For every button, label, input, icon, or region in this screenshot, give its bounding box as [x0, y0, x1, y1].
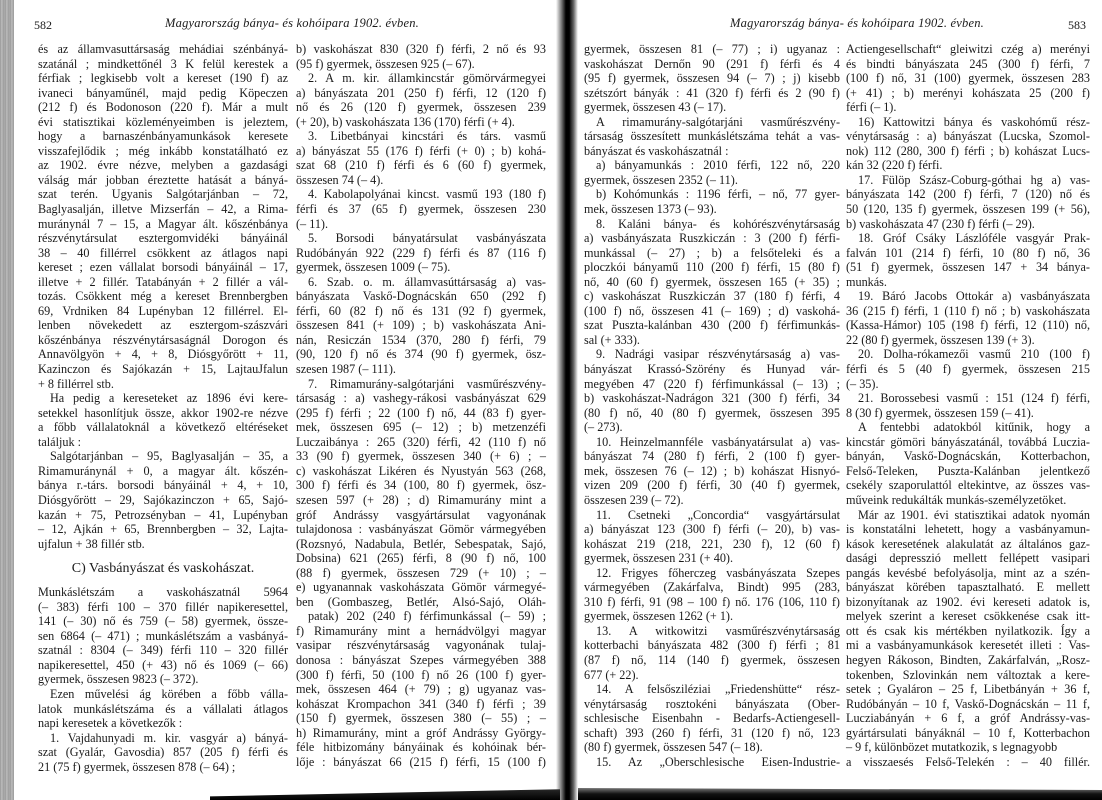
text-line: találjuk : — [38, 434, 81, 449]
text-line: bányászat Krassó-Szörény és Hunyad vár- — [584, 362, 840, 377]
text-line: gyermek, összesen 1262 (+ 1). — [584, 609, 734, 624]
text-line: 14. A felsősziléziai „Friedenshütte“ rész- — [596, 682, 840, 697]
text-line: vaskohászat Dernőn 90 (291 f) férfi és 4 — [584, 56, 840, 71]
text-line: muránynál 7 – 15, a Magyar ált. kőszénbánya — [38, 216, 288, 231]
text-line: gyermek, összesen 9823 (– 372). — [38, 672, 199, 687]
text-line: b) Kohómunkás : 1196 férfi, – nő, 77 gyer- — [596, 187, 840, 202]
text-line: szatnál : 8304 (– 349) férfi 110 – 320 fillér — [38, 643, 288, 658]
text-line: 2. A m. kir. államkincstár gömörvármegyei — [308, 71, 546, 86]
text-line: Rudóbányán 922 (229 f) férfi és 87 (116 f) — [296, 245, 546, 260]
text-line: férfi (– 1). — [846, 100, 897, 115]
text-line: megyében 47 (220 f) férfimunkással (– 13) ; — [584, 376, 840, 391]
text-line: kazán + 75, Petrozsényban – 41, Lupényban — [38, 507, 288, 522]
text-line: kohászat Krompachon 341 (340 f) férfi ; 39 — [296, 696, 546, 711]
text-line: lenben növekedett az esztergom-szászvári — [38, 318, 288, 333]
text-line: (– 35). — [846, 376, 879, 391]
text-line: mek, összesen 464 (+ 79) ; g) ugyanaz vas- — [296, 682, 546, 697]
text-line: bányászata Vaskő-Dognácskán 650 (292 f) — [296, 289, 546, 304]
text-line: összesen 841 (+ 109) ; b) vaskohászata Ani- — [296, 318, 546, 333]
text-line: 10. Heinzelmannféle vasbányatársulat a) vas- — [596, 434, 840, 449]
text-line: 3. Libetbányai kincstári és társ. vasmű — [308, 129, 546, 144]
text-line: bányászat 74 (280 f) férfi, 2 (100 f) gyer- — [584, 449, 840, 464]
text-line: gróf Andrássy vasgyártársulat vagyonának — [296, 507, 546, 522]
text-line: (Kassa-Hámor) 105 (198 f) férfi, 12 (110) nő, — [846, 318, 1090, 333]
text-line: 5. Borsodi bányatársulat vasbányászata — [308, 231, 546, 246]
text-line: kások keresetének alakulatát az általános gaz- — [846, 536, 1090, 551]
text-line: falván 101 (214 f) férfi, 10 (80 f) nő, 36 — [846, 245, 1090, 260]
text-line: illetve + 2 fillér. Tatabányán + 2 fillér a vál- — [38, 274, 288, 289]
text-line: 6. Szab. o. m. államvasúttársaság a) vas- — [308, 274, 546, 289]
text-line: gyermek, összesen 2352 (– 11). — [584, 172, 738, 187]
text-line: Ezen művelési ág körében a főbb válla- — [50, 686, 288, 701]
text-line: ploczkói bányamű 110 (200 f) férfi, 15 (80 f) — [584, 260, 840, 275]
text-line: A fentebbi adatokból kitűnik, hogy a — [858, 420, 1090, 435]
text-line: (+ 20), b) vaskohászata 136 (170) férfi (+ 4). — [296, 114, 515, 129]
text-line: munkással (– 27) ; b) a felsőteleki és a — [584, 245, 840, 260]
text-line: setek ; Gyaláron – 25 f, Libetbányán + 36 f, — [846, 682, 1090, 697]
text-line: Rudóbányán – 10 f, Vaskő-Dognácskán – 11 f, — [846, 696, 1090, 711]
text-line: szat 68 (210 f) férfi és 6 (60 f) gyermek, — [296, 158, 546, 173]
text-line: (Rozsnyó, Nadabula, Betlér, Sebespatak, Sajó, — [296, 536, 546, 551]
text-line: csekély szaporulattól eltekintve, az összes vas- — [846, 478, 1090, 493]
text-line: mi a vasbányamunkások keresetét illeti : Vas- — [846, 638, 1090, 653]
text-line: (– 273). — [584, 420, 623, 435]
text-column — [846, 42, 1090, 769]
text-line: 50 (120, 135 f) gyermek, összesen 199 (+ 56), — [846, 202, 1090, 217]
text-line: részvénytársulat esztergomvidéki bányáinál — [38, 231, 288, 246]
text-line: vizen 209 (200 f) férfi, 30 (40 f) gyermek, — [584, 478, 840, 493]
book-gutter — [556, 0, 578, 800]
text-line: + 8 fillérrel stb. — [38, 376, 114, 391]
text-line: kohászat 219 (218, 221, 230 f), 12 (60 f) — [584, 536, 840, 551]
text-line: (– 11). — [296, 216, 329, 231]
text-line: Ha pedig a kereseteket az 1896 évi kere- — [50, 391, 288, 406]
text-line: nán, Resiczán 1534 (370, 280 f) férfi, 79 — [296, 332, 546, 347]
text-line: (212 f) és Bodonoson (220 f). Már a mult — [38, 100, 288, 115]
text-line: 8. Kaláni bánya- és kohórészvénytársaság — [596, 216, 840, 231]
text-line: schlesische Eisenbahn - Bedarfs-Actiengesell- — [584, 711, 840, 726]
text-line: f) Rimamurány mint a hernádvölgyi magyar — [296, 623, 546, 638]
text-line: A rimamurány-salgótarjáni vasműrészvény- — [596, 114, 840, 129]
text-line: (95 f) gyermek, összesen 925 (– 67). — [296, 56, 475, 71]
text-line: patak) 202 (240 f) férfimunkással (– 59) ; — [308, 609, 546, 624]
text-line: sal (+ 333). — [584, 332, 640, 347]
text-line: napikeresettel, 450 (+ 43) nő és 1069 (– 66) — [38, 657, 288, 672]
text-line: bányászat és vaskohászatnál : — [584, 143, 729, 158]
text-line: c) vaskohászat Likéren és Nyustyán 563 (268, — [296, 463, 546, 478]
text-line: nok) 112 (280, 300 f) férfi ; b) kohászat Lucs- — [846, 143, 1090, 158]
text-line: féle hitbizomány bányáinak és kohóinak bér- — [296, 740, 546, 755]
text-line: tokenben, Szlovinkán nem változtak a kere- — [846, 667, 1090, 682]
text-line: társaság : a) vashegy-rákosi vasbányászat 629 — [296, 391, 546, 406]
text-line: – 9 f, különbözet mutatkozik, s legnagyobb — [846, 740, 1058, 755]
text-line: (88 f) gyermek, összesen 729 (+ 10) ; – — [296, 565, 546, 580]
text-line: ott és csak kis mértékben nyilatkozik. Így a — [846, 623, 1090, 638]
text-line: a) bányászat 55 (176 f) férfi (+ 0) ; b) kohá- — [296, 143, 546, 158]
text-line: 11. Csetneki „Concordia“ vasgyártársulat — [596, 507, 840, 522]
page-number: 582 — [34, 18, 52, 32]
text-line: Felső-Teleken, Puszta-Kalánban jelentkező — [846, 463, 1090, 478]
text-line: melyek szerint a kereset csökkenése csak itt- — [846, 609, 1090, 624]
right-page — [578, 0, 1102, 800]
text-line: mek, összesen 1373 (– 93). — [584, 202, 717, 217]
text-line: műveink redukálták munkás-személyzetöket. — [846, 492, 1067, 507]
text-line: férfi és 37 (65 f) gyermek, összesen 230 — [296, 202, 546, 217]
text-line: kincstár gömöri bányászatánál, továbbá Luczia- — [846, 434, 1090, 449]
text-line: ujfalun + 38 fillér stb. — [38, 536, 145, 551]
text-line: Luczaibánya : 265 (320) férfi, 42 (110 f) nő — [296, 434, 546, 449]
text-line: és az államvasuttársaság mehádiai szénbányá- — [38, 42, 288, 56]
text-line: ivaneci bányaműnél, majd pedig Köpeczen — [38, 85, 288, 100]
text-line: vénytársaság rosztokéni bányászata (Ober- — [584, 696, 840, 711]
text-line: tulajdonosa : vasbányászat Gömör vármegyében — [296, 522, 546, 537]
text-line: gyermek, összesen 231 (+ 40). — [584, 551, 734, 566]
text-line: összesen 74 (– 4). — [296, 172, 384, 187]
text-line: 16) Kattowitzi bánya és vaskohómű rész- — [858, 114, 1090, 129]
text-line: 17. Fülöp Szász-Coburg-góthai hg a) vas- — [858, 172, 1090, 187]
text-line: gyermek, összesen 1009 (– 75). — [296, 260, 451, 275]
text-line: a) bányászata 201 (250 f) férfi, 12 (120 f) — [296, 85, 546, 100]
text-line: bányászat körében tapasztalható. E mellett — [846, 580, 1090, 595]
text-line: 36 (215 f) férfi, 1 (110 f) nő ; b) vaskohászata — [846, 303, 1090, 318]
text-line: Kazinczon és Sajókazán + 15, LajtauJfalun — [38, 362, 288, 377]
text-line: Baglyasalján, illetve Mizserfán – 42, a Rima- — [38, 202, 288, 217]
text-line: Rimamuránynál + 0, a magyar ált. kőszén- — [38, 463, 288, 478]
text-line: (95 f) gyermek, összesen 94 (– 7) ; j) kisebb — [584, 71, 840, 86]
running-head: Magyarország bánya- és kohóipara 1902. évben. — [730, 16, 984, 30]
text-line: vénytársaság : a) bányászat (Lucska, Szomol- — [846, 129, 1090, 144]
text-line: kőszénbánya részvénytársaságnál Dorogon és — [38, 332, 288, 347]
text-line: 33 (90 f) gyermek, összesen 340 (+ 6) ; – — [296, 449, 546, 464]
text-line: 9. Nadrági vasipar részvénytársaság a) vas- — [596, 347, 840, 362]
text-line: 21 (75 f) gyermek, összesen 878 (– 64) ; — [38, 759, 236, 774]
text-line: 310 f) férfi, 91 (98 – 100 f) nő. 176 (106, 110 f) — [584, 594, 840, 609]
text-line: 20. Dolha-rókamezői vasmű 210 (100 f) — [858, 347, 1090, 362]
page-number: 583 — [1068, 18, 1086, 32]
text-line: b) vaskohászat-Nadrágon 321 (300 f) férfi, 34 — [584, 391, 840, 406]
text-line: 69, Vrdniken 84 Lupényban 12 fillérrel. El- — [38, 303, 288, 318]
text-line: 19. Báró Jacobs Ottokár a) vasbányászata — [858, 289, 1090, 304]
text-line: évi statisztikai közleményeimben is jeleztem, — [38, 114, 288, 129]
text-line: válság már jobban éreztette hatását a bányá- — [38, 172, 288, 187]
text-line: férfi és 5 (40 f) gyermek, összesen 215 — [846, 362, 1090, 377]
text-column — [38, 42, 288, 774]
text-line: pangás kevésbé befolyásolja, mint az a szén- — [846, 565, 1090, 580]
text-line: 15. Az „Oberschlesische Eisen-Industrie- — [596, 754, 840, 769]
text-line: kotterbachi bányászata 482 (300 f) férfi ; 81 — [584, 638, 840, 653]
text-line: és bindti bányászata 245 (300 f) férfi, 7 — [846, 56, 1090, 71]
text-line: e) ugyanannak vaskohászata Gömör vármegyé- — [296, 580, 546, 595]
text-line: is konstatálni lehetett, hogy a vasbányamun- — [846, 522, 1090, 537]
text-line: (150 f) gyermek, összesen 380 (– 55) ; – — [296, 711, 546, 726]
text-line: gyártársulati bányáknál – 10 f, Kotterbachon — [846, 725, 1090, 740]
running-head: Magyarország bánya- és kohóipara 1902. évben. — [165, 16, 419, 30]
text-line: Lucziabányán + 6 f, a gróf Andrássy-vas- — [846, 711, 1090, 726]
text-line: Salgótarjánban – 95, Baglyasalján – 35, a — [50, 449, 288, 464]
text-line: 21. Borossebesi vasmű : 151 (124 f) férfi, — [858, 391, 1090, 406]
text-line: 300 f) férfi és 34 (100, 80 f) gyermek, ösz- — [296, 478, 546, 493]
text-line: az 1902. évre nézve, melyben a gazdasági — [38, 158, 288, 173]
text-line: (51 f) gyermek, összesen 147 + 34 bánya- — [846, 260, 1090, 275]
text-line: Már az 1901. évi statisztikai adatok nyomán — [858, 507, 1090, 522]
text-line: férfiak ; legkisebb volt a kereset (190 f) az — [38, 71, 288, 86]
text-line: vasipar részvénytársaság vagyonának tulaj- — [296, 638, 546, 653]
text-line: latok munkáslétszáma és a vállalati átlagos — [38, 701, 288, 716]
text-line: (100 f) nő, 31 (100) gyermek, összesen 283 — [846, 71, 1090, 86]
text-line: – 12, Ajkán + 65, Brennbergben – 32, Lajta- — [38, 522, 288, 537]
text-line: 1. Vajdahunyadi m. kir. vasgyár a) bányá- — [50, 730, 288, 745]
text-line: 8 (30 f) gyermek, összesen 159 (– 41). — [846, 405, 1034, 420]
text-line: Dobsina) 621 (265) férfi, 8 (90 f) nő, 100 — [296, 551, 546, 566]
text-line: szat Puszta-kalánban 430 (200 f) férfimunkás- — [584, 318, 840, 333]
text-line: ben (Gombaszeg, Betlér, Alsó-Sajó, Oláh- — [296, 594, 546, 609]
section-heading: C) Vasbányászat és vaskohászat. — [71, 561, 255, 577]
text-line: vármegyében (Zakárfalva, Bindt) 995 (283, — [584, 580, 840, 595]
text-line: 12. Frigyes főherczeg vasbányászata Szepes — [596, 565, 840, 580]
text-line: kán 32 (220 f) férfi. — [846, 158, 943, 173]
text-line: (80 f) nő, 40 (80 f) gyermek, összesen 395 — [584, 405, 840, 420]
text-line: sen 6864 (– 471) ; munkáslétszám a vasbányá- — [38, 628, 288, 643]
text-line: szesen 1987 (– 111). — [296, 362, 396, 377]
text-column — [296, 42, 546, 769]
text-line: a visszaesés Felső-Telekén : – 40 fillér. — [846, 754, 1090, 769]
text-line: 4. Kabolapolyánai kincst. vasmű 193 (180 f) — [308, 187, 546, 202]
text-line: szétszórt bányák : 41 (320 f) férfi és 2 (90 f) — [584, 85, 840, 100]
text-line: h) Rimamurány, mint a gróf Andrássy György- — [296, 725, 546, 740]
text-line: munkás. — [846, 274, 887, 289]
text-line: (100 f) nő, összesen 41 (– 169) ; d) vaskohá- — [584, 303, 840, 318]
text-line: napi keresetek a következők : — [38, 716, 183, 731]
text-line: bányán, Vaskő-Dognácskán, Kotterbachon, — [846, 449, 1090, 464]
text-line: 677 (+ 22). — [584, 667, 639, 682]
text-line: 38 – 40 fillérrel csökkent az átlagos napi — [38, 245, 288, 260]
text-line: 13. A witkowitzi vasműrészvénytársaság — [596, 623, 840, 638]
text-line: a) bányászat 123 (300 f) férfi (– 20), b) vas- — [584, 522, 840, 537]
text-line: szesen 597 (+ 28) ; d) Rimamurány mint a — [296, 492, 546, 507]
text-line: Diósgyőrött – 29, Sajókazinczon + 65, Sajó- — [38, 492, 288, 507]
text-line: (90, 120 f) nő és 374 (90 f) gyermek, ösz- — [296, 347, 546, 362]
text-line: gyermek, összesen 43 (– 17). — [584, 100, 727, 115]
text-line: összesen 239 (– 72). — [584, 492, 684, 507]
text-line: 22 (80 f) gyermek, összesen 139 (+ 3). — [846, 332, 1035, 347]
text-line: Munkáslétszám a vaskohászatnál 5964 — [38, 585, 288, 600]
text-line: (295 f) férfi ; 22 (100 f) nő, 44 (83 f) gyer- — [296, 405, 546, 420]
text-line: (300 f) férfi, 50 (100 f) nő 26 (100 f) gyer- — [296, 667, 546, 682]
text-line: (+ 41) ; b) merényi kohászata 25 (200 f) — [846, 85, 1090, 100]
text-line: visszafejlődik ; még inkább konstatálható ez — [38, 143, 288, 158]
text-line: (87 f) nő, 114 (140 f) gyermek, összesen — [584, 652, 840, 667]
text-line: 141 (– 30) nő és 759 (– 58) gyermek, össze- — [38, 614, 288, 629]
text-line: 18. Gróf Csáky Lászlóféle vasgyár Prak- — [858, 231, 1090, 246]
text-line: donosa : bányászat Szepes vármegyében 388 — [296, 652, 546, 667]
text-line: hogy a barnaszénbányamunkások keresete — [38, 129, 288, 144]
text-line: (80 f) gyermek, összesen 547 (– 18). — [584, 740, 763, 755]
text-line: bánya r.-társ. borsodi bányáinál + 4, + 10, — [38, 478, 288, 493]
text-line: szat terén. Ugyanis Salgótarjánban – 72, — [38, 187, 288, 202]
text-line: c) vaskohászat Ruszkiczán 37 (180 f) férfi, 4 — [584, 289, 840, 304]
text-line: férfi, 60 (82 f) nő és 131 (92 f) gyermek, — [296, 303, 546, 318]
text-line: nő és 26 (120 f) gyermek, összesen 239 — [296, 100, 546, 115]
text-line: b) vaskohászata 47 (230 f) férfi (– 29). — [846, 216, 1035, 231]
text-line: nő, 40 (60 f) gyermek, összesen 165 (+ 35) ; — [584, 274, 840, 289]
text-line: a) vasbányászata Ruszkiczán : 3 (200 f) férfi- — [584, 231, 840, 246]
text-line: mek, összesen 695 (– 12) ; b) metzenzéfi — [296, 420, 546, 435]
text-line: szat (Gyalár, Gavosdia) 857 (205 f) férfi és — [38, 745, 288, 760]
text-line: Annavölgyön + 4, + 8, Diósgyőrött + 11, — [38, 347, 288, 362]
text-line: setekkel hasonlítjuk össze, akkor 1902-re nézve — [38, 405, 288, 420]
text-line: a főbb vállalatoknál a következő eltéréseket — [38, 420, 288, 435]
text-line: dasági depresszió mellett fellépett vasipari — [846, 551, 1090, 566]
text-line: kereset ; ezen vállalat borsodi bányáinál – 17, — [38, 260, 288, 275]
text-line: 7. Rimamurány-salgótarjáni vasműrészvény- — [308, 376, 546, 391]
text-column — [584, 42, 840, 769]
text-line: Actiengesellschaft“ gleiwitzi czég a) merényi — [846, 42, 1090, 56]
text-line: bányászata 142 (200 f) férfi, 7 (120) nő és — [846, 187, 1090, 202]
text-line: hegyen Rákoson, Bindten, Zakárfalván, „Rosz- — [846, 652, 1090, 667]
text-line: tozás. Csökkent még a kereset Brennbergben — [38, 289, 288, 304]
text-line: társaság összesített munkáslétszáma tehát a vas- — [584, 129, 840, 144]
text-line: (– 383) férfi 100 – 370 fillér napikeresettel, — [38, 599, 288, 614]
text-line: szatánál ; mindkettőnél 3 K felül kerestek a — [38, 56, 288, 71]
text-line: mek, összesen 76 (– 12) ; b) kohászat Hisnyó- — [584, 463, 840, 478]
text-line: b) vaskohászat 830 (320 f) férfi, 2 nő és 93 — [296, 42, 546, 56]
text-line: gyermek, összesen 81 (– 77) ; i) ugyanaz : — [584, 42, 840, 56]
text-line: bizonyítanak az 1902. évi kereseti adatok is, — [846, 594, 1090, 609]
text-line: schaft) 393 (260 f) férfi, 31 (120 f) nő, 123 — [584, 725, 840, 740]
text-line: lője : bányászat 66 (215 f) férfi, 15 (100 f) — [296, 754, 546, 769]
text-line: a) bányamunkás : 2010 férfi, 122 nő, 220 — [596, 158, 840, 173]
